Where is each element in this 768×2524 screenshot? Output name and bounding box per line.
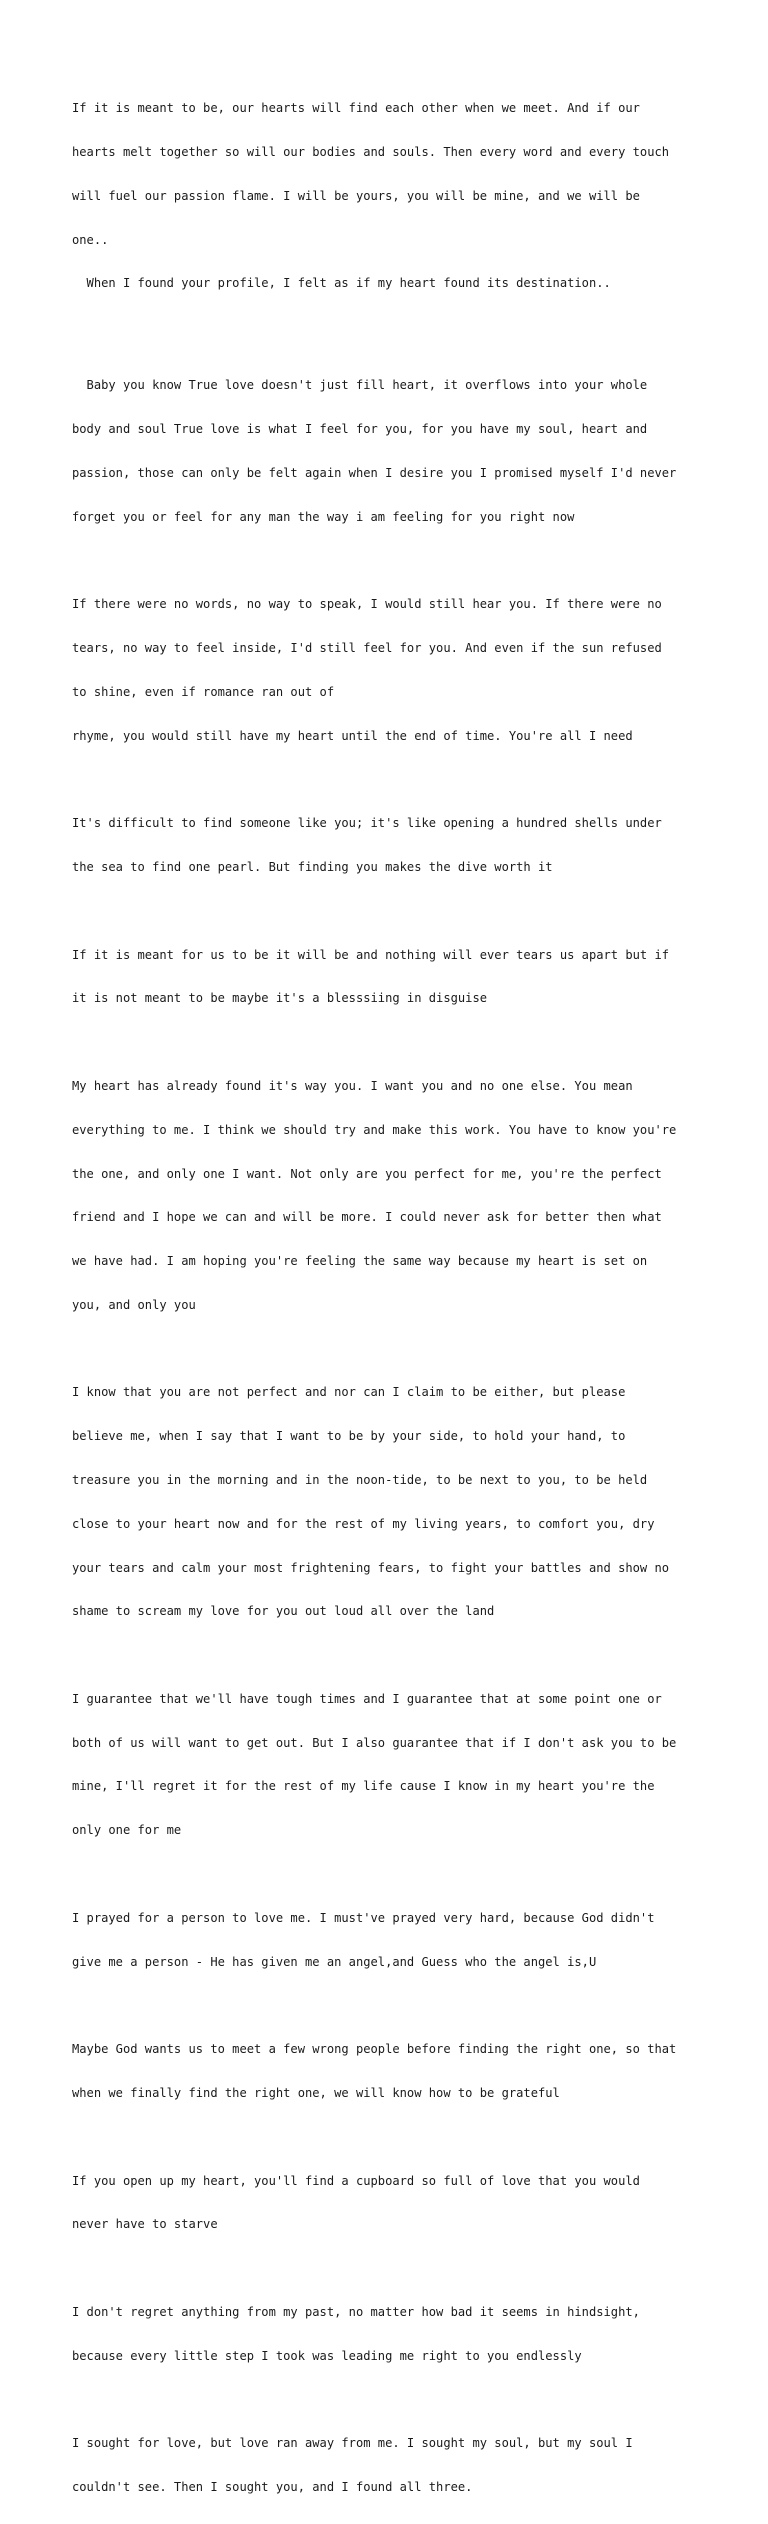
spacer	[72, 773, 712, 788]
spacer	[72, 320, 712, 349]
text-line: rhyme, you would still have my heart until the end of time. You're all I need	[72, 728, 633, 743]
text-line: never have to starve	[72, 2217, 218, 2232]
text-line: because every little step I took was leading me right to you endlessly	[72, 2348, 582, 2363]
paragraph-true-love	[72, 349, 712, 553]
text-line: I sought for love, but love ran away from me. I sought my soul, but my soul I	[72, 2436, 633, 2451]
text-line: mine, I'll regret it for the rest of my life cause I know in my heart you're the	[72, 1779, 655, 1794]
text-line: If you open up my heart, you'll find a cupboard so full of love that you would	[72, 2173, 640, 2188]
text-line: When I found your profile, I felt as if my heart found its destination..	[72, 276, 611, 291]
text-line: shame to scream my love for you out loud all over the land	[72, 1604, 495, 1619]
text-line: the sea to find one pearl. But finding you makes the dive worth it	[72, 860, 553, 875]
paragraph-no-regret	[72, 2276, 712, 2393]
text-line: I guarantee that we'll have tough times and I guarantee that at some point one or	[72, 1691, 662, 1706]
paragraph-prayed	[72, 1882, 712, 1999]
text-line: If it is meant to be, our hearts will find each other when we meet. And if our	[72, 101, 640, 116]
text-line: one..	[72, 232, 109, 247]
paragraph-guarantee	[72, 1663, 712, 1867]
spacer	[72, 904, 712, 919]
text-line: I prayed for a person to love me. I must've prayed very hard, because God didn't	[72, 1910, 655, 1925]
text-line: will fuel our passion flame. I will be yours, you will be mine, and we will be	[72, 188, 640, 203]
text-line: I know that you are not perfect and nor can I claim to be either, but please	[72, 1385, 626, 1400]
text-line: passion, those can only be felt again when I desire you I promised myself I'd never	[72, 466, 677, 481]
text-line: we have had. I am hoping you're feeling the same way because my heart is set on	[72, 1254, 648, 1269]
text-line: If there were no words, no way to speak, I would still hear you. If there were no	[72, 597, 662, 612]
text-line: everything to me. I think we should try and make this work. You have to know you're	[72, 1122, 677, 1137]
text-line: the one, and only one I want. Not only are you perfect for me, you're the perfect	[72, 1166, 662, 1181]
text-line: your tears and calm your most frightening fears, to fight your battles and show no	[72, 1560, 670, 1575]
spacer	[72, 1035, 712, 1050]
paragraph-wrong-people	[72, 2013, 712, 2130]
text-line: when we finally find the right one, we will know how to be grateful	[72, 2085, 560, 2100]
text-line: give me a person - He has given me an angel,and Guess who the angel is,U	[72, 1954, 597, 1969]
spacer	[72, 1867, 712, 1882]
paragraph-heart-found	[72, 1050, 712, 1342]
text-line: close to your heart now and for the rest of my living years, to comfort you, dry	[72, 1516, 655, 1531]
paragraph-meant-for-us	[72, 918, 712, 1035]
spacer	[72, 2392, 712, 2407]
text-line: hearts melt together so will our bodies and souls. Then every word and every touch	[72, 144, 670, 159]
spacer	[72, 1648, 712, 1663]
text-line: I don't regret anything from my past, no matter how bad it seems in hindsight,	[72, 2304, 640, 2319]
text-line: only one for me	[72, 1823, 182, 1838]
text-line: both of us will want to get out. But I also guarantee that if I don't ask you to be	[72, 1735, 677, 1750]
text-line: body and soul True love is what I feel for you, for you have my soul, heart and	[72, 422, 648, 437]
text-line: Baby you know True love doesn't just fill heart, it overflows into your whole	[72, 378, 648, 393]
paragraph-destiny	[72, 72, 712, 320]
paragraph-cupboard	[72, 2144, 712, 2261]
paragraph-sought-love	[72, 2407, 712, 2524]
text-line: friend and I hope we can and will be more. I could never ask for better then what	[72, 1210, 662, 1225]
text-line: Maybe God wants us to meet a few wrong people before finding the right one, so that	[72, 2042, 677, 2057]
text-line: forget you or feel for any man the way i am feeling for you right now	[72, 509, 575, 524]
text-line: it is not meant to be maybe it's a blesssiing in disguise	[72, 991, 488, 1006]
spacer	[72, 554, 712, 569]
text-line: couldn't see. Then I sought you, and I found all three.	[72, 2479, 473, 2494]
paragraph-pearl	[72, 787, 712, 904]
text-line: treasure you in the morning and in the noon-tide, to be next to you, to be held	[72, 1473, 648, 1487]
text-line: My heart has already found it's way you. I want you and no one else. You mean	[72, 1078, 633, 1093]
spacer	[72, 1998, 712, 2013]
document-body	[72, 72, 712, 2524]
text-line: to shine, even if romance ran out of	[72, 684, 335, 699]
text-line: believe me, when I say that I want to be by your side, to hold your hand, to	[72, 1429, 626, 1444]
spacer	[72, 1342, 712, 1357]
text-line: you, and only you	[72, 1297, 196, 1312]
paragraph-not-perfect	[72, 1356, 712, 1648]
paragraph-no-words	[72, 568, 712, 772]
spacer	[72, 2130, 712, 2145]
text-line: It's difficult to find someone like you; it's like opening a hundred shells under	[72, 816, 662, 831]
text-line: tears, no way to feel inside, I'd still feel for you. And even if the sun refused	[72, 641, 662, 656]
spacer	[72, 2261, 712, 2276]
text-line: If it is meant for us to be it will be and nothing will ever tears us apart but if	[72, 947, 670, 962]
